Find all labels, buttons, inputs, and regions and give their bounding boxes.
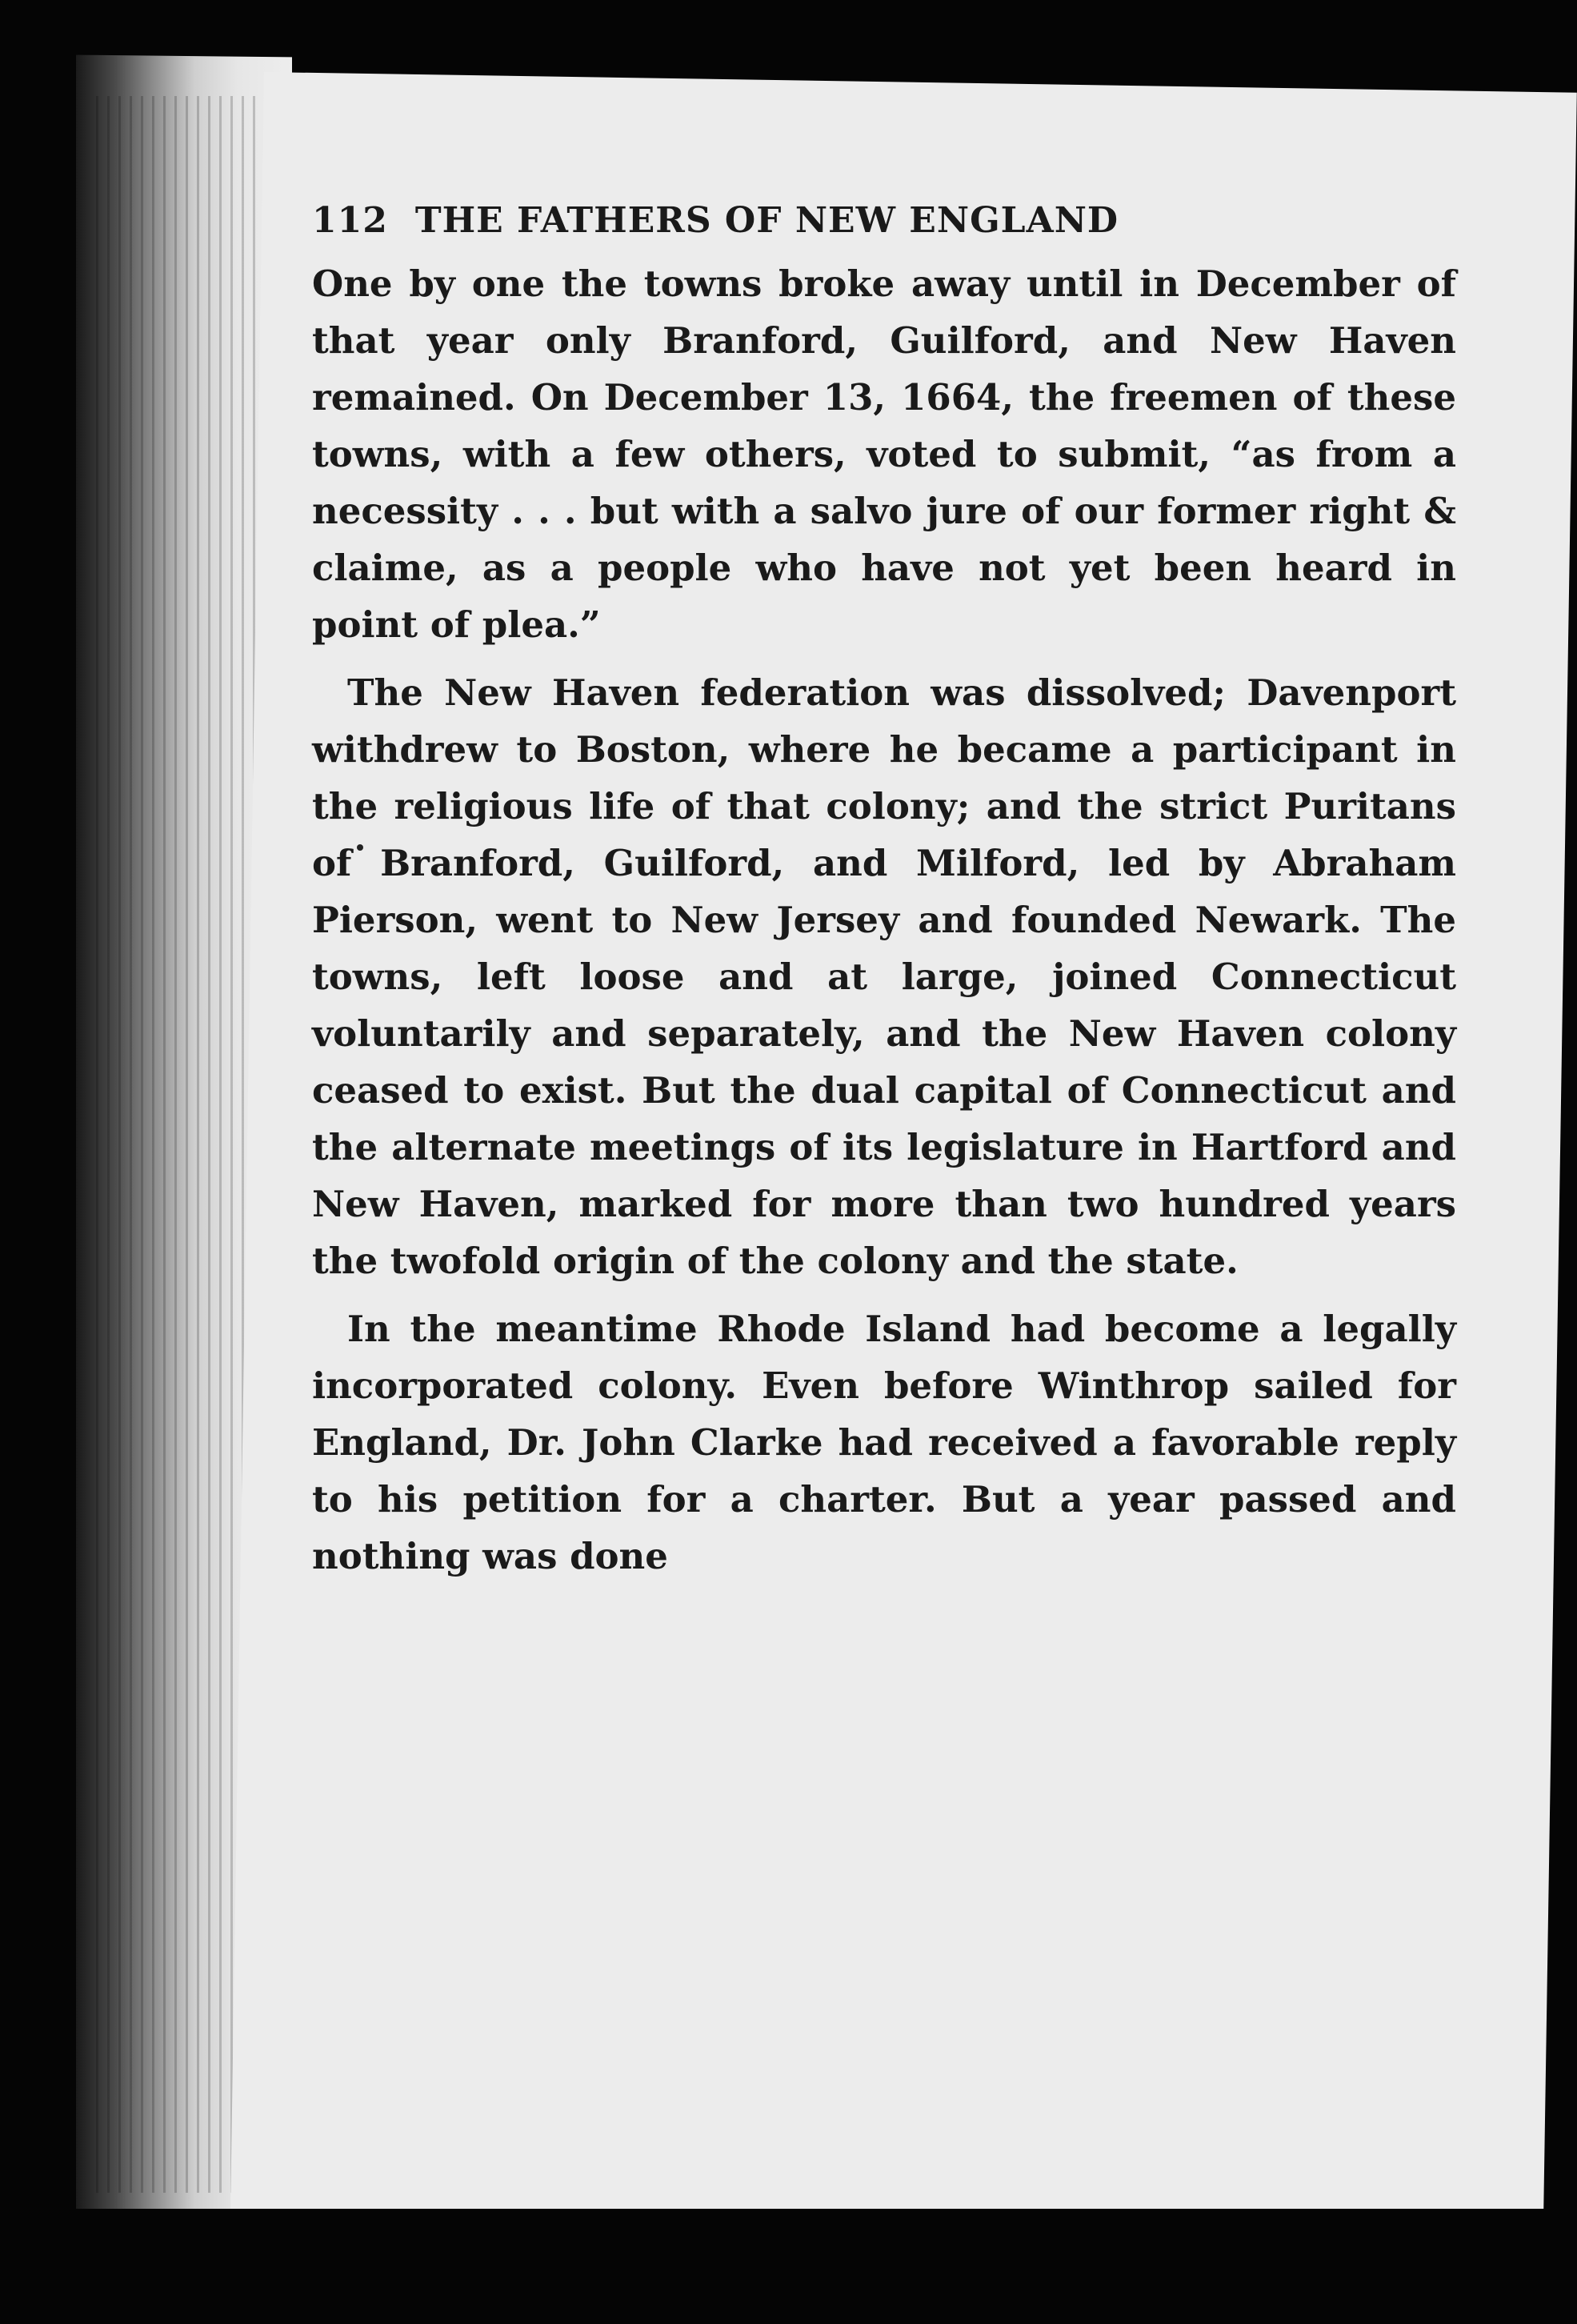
paragraph-2: The New Haven federation was dissolved; Davenport withdrew to Boston, where he became a participant in the religious life of that colony; and the strict Puritans of Branford, Guilford, and Milford, led by Abraham Pierson, went to New Jersey and founded Newark. The towns, left loose and at large, joined Connecticut voluntarily and separately, and the New Haven colony ceased to exist. But the dual capital of Connecticut and the alternate meetings of its legislature in Hartford and New Haven, marked for more than two hundred years the twofold origin of the colony and the state. xyxy=(312,671,1456,1282)
page-text xyxy=(312,200,1456,1585)
paragraph-1: One by one the towns broke away until in December of that year only Branford, Guilford, and New Haven remained. On December 13, 1664, the freemen of these towns, with a few others, voted to submit, “as from a necessity . . . but with a salvo jure of our former right & claime, as a people who have not yet been heard in point of plea.” xyxy=(312,262,1456,646)
paragraph-3: In the meantime Rhode Island had become a legally incorporated colony. Even before Winthrop sailed for England, Dr. John Clarke had received a favorable reply to his petition for a charter. But a year passed and nothing was done xyxy=(312,1308,1456,1577)
running-title: THE FATHERS OF NEW ENGLAND xyxy=(414,200,1119,241)
running-head xyxy=(312,200,1456,241)
scan-bottom-shadow xyxy=(0,2209,1577,2324)
page-number: 112 xyxy=(312,200,388,241)
